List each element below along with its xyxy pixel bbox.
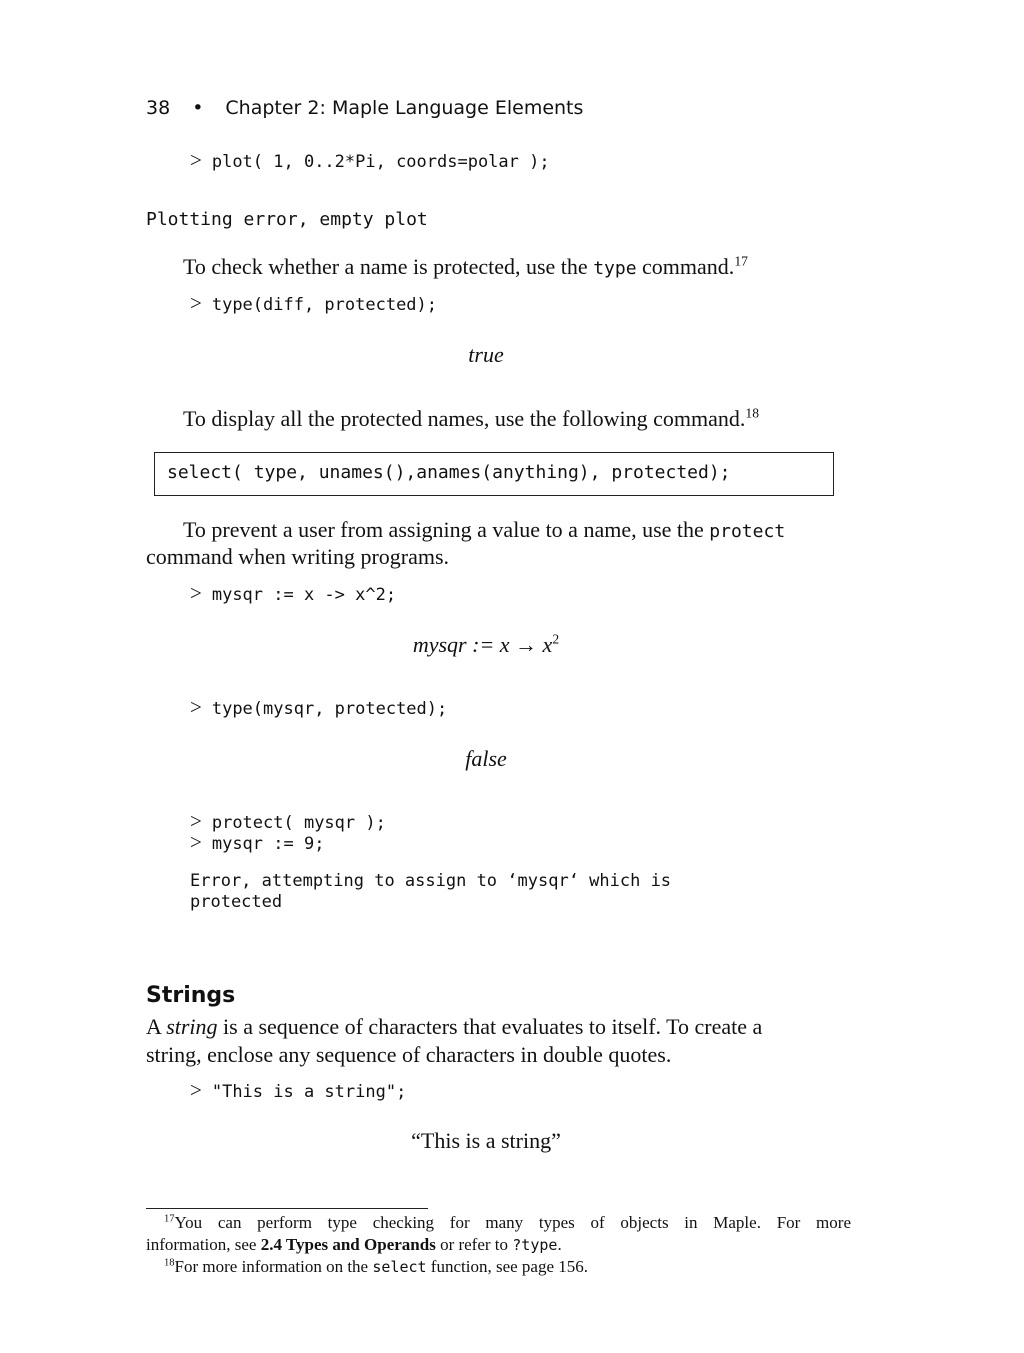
code-type-diff: type(diff, protected); <box>211 295 438 315</box>
footnote-17-end: . <box>557 1235 562 1254</box>
prompt-symbol: > <box>190 830 202 854</box>
footnote-17-line1 <box>146 1212 851 1234</box>
footnote-17-line2 <box>146 1234 562 1256</box>
output-plot-error: Plotting error, empty plot <box>146 209 428 230</box>
prompt-symbol: > <box>190 809 202 833</box>
prompt-symbol: > <box>190 1078 202 1102</box>
output-true: true <box>468 342 504 367</box>
footnote-17-mid: or refer to <box>435 1235 513 1254</box>
footnote-18-text-before: For more information on the <box>174 1257 373 1276</box>
code-assign: mysqr := 9; <box>211 834 325 854</box>
input-line-plot <box>190 148 550 173</box>
footnote-18-number: 18 <box>164 1257 175 1269</box>
footnote-ref-18: 18 <box>745 405 759 421</box>
strings-paragraph-line2: string, enclose any sequence of characters in double quotes. <box>146 1042 672 1067</box>
input-line-assign <box>190 830 324 855</box>
output-false: false <box>465 746 507 771</box>
input-line-string <box>190 1078 406 1103</box>
prompt-symbol: > <box>190 695 202 719</box>
footnote-18-text-after: function, see page 156. <box>426 1257 588 1276</box>
footnote-ref-17: 17 <box>734 253 748 269</box>
paragraph-protect-line1 <box>183 516 785 546</box>
footnote-rule <box>146 1208 428 1209</box>
running-header <box>146 97 583 119</box>
p3-text-before: To prevent a user from assigning a value to a name, use the <box>183 517 710 542</box>
input-line-type-mysqr <box>190 695 447 720</box>
p1-text-after: command. <box>636 254 735 279</box>
strings-italic-word: string <box>166 1014 218 1039</box>
error-line-2: protected <box>190 892 283 912</box>
strings-text-rest: is a sequence of characters that evaluates to itself. To create a <box>217 1014 763 1039</box>
footnote-18-code: select <box>372 1258 427 1276</box>
code-protect: protect( mysqr ); <box>211 813 386 833</box>
header-bullet: • <box>192 97 204 119</box>
code-string: "This is a string"; <box>211 1082 407 1102</box>
footnote-17-code: ?type <box>512 1236 558 1254</box>
p2-text: To display all the protected names, use the following command. <box>183 406 746 431</box>
prompt-symbol: > <box>190 581 202 605</box>
footnote-17-text-1: You can perform type checking for many types of objects in Maple. For more <box>174 1213 851 1232</box>
boxed-code-select: select( type, unames(),anames(anything), protected); <box>154 452 834 496</box>
output-string: “This is a string” <box>411 1128 561 1153</box>
chapter-title: Chapter 2: Maple Language Elements <box>225 97 584 119</box>
footnote-18 <box>164 1256 588 1278</box>
error-line-1: Error, attempting to assign to ‘mysqr‘ which is <box>190 871 672 891</box>
paragraph-check-protected <box>183 253 748 283</box>
section-heading-strings: Strings <box>146 983 236 1008</box>
paragraph-protect-line2: command when writing programs. <box>146 544 450 569</box>
input-line-type-diff <box>190 291 437 316</box>
mysqr-exponent: 2 <box>552 631 560 647</box>
paragraph-display-protected <box>183 405 759 433</box>
footnote-17-text-2: information, see <box>146 1235 261 1254</box>
footnote-17-number: 17 <box>164 1213 175 1225</box>
strings-paragraph-line1 <box>146 1013 762 1041</box>
p3-inline-code: protect <box>709 521 786 542</box>
output-mysqr-definition <box>0 632 998 658</box>
prompt-symbol: > <box>190 291 202 315</box>
p1-text-before: To check whether a name is protected, use the <box>183 254 594 279</box>
strings-text-a: A <box>146 1014 167 1039</box>
p1-inline-code: type <box>593 258 637 279</box>
code-plot: plot( 1, 0..2*Pi, coords=polar ); <box>211 152 550 172</box>
code-type-mysqr: type(mysqr, protected); <box>211 699 448 719</box>
footnote-17-bold-ref: 2.4 Types and Operands <box>260 1235 436 1254</box>
code-mysqr: mysqr := x -> x^2; <box>211 585 397 605</box>
prompt-symbol: > <box>190 148 202 172</box>
mysqr-expression: mysqr := x → x <box>412 632 553 657</box>
input-line-mysqr <box>190 581 396 606</box>
page-number: 38 <box>146 97 171 119</box>
